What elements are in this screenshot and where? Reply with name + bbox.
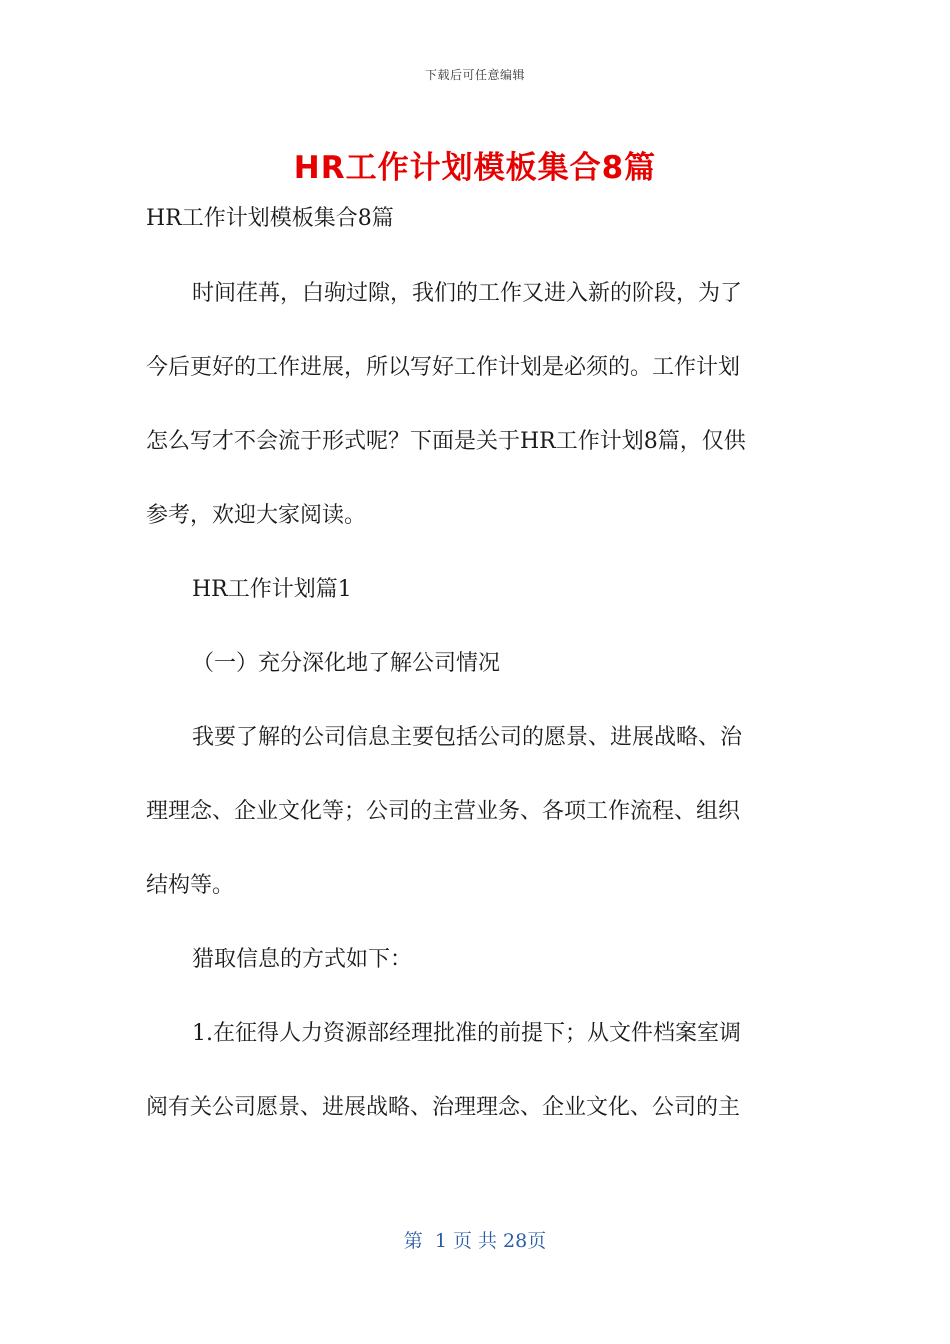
page-header-note: 下载后可任意编辑 xyxy=(424,68,525,82)
paragraph-line: 理理念、企业文化等；公司的主营业务、各项工作流程、组织 xyxy=(146,799,741,824)
paragraph-line: 今后更好的工作进展，所以写好工作计划是必须的。工作计划 xyxy=(146,355,741,380)
document-body xyxy=(146,200,806,1163)
paragraph-line: 时间荏苒，白驹过隙，我们的工作又进入新的阶段，为了 xyxy=(192,281,743,306)
page-number-footer: 第 1 页 共 28页 xyxy=(403,1230,547,1252)
subsection-heading: （一）充分深化地了解公司情况 xyxy=(192,651,501,676)
paragraph-line: 怎么写才不会流于形式呢？下面是关于HR工作计划8篇，仅供 xyxy=(146,429,746,454)
paragraph-line: 结构等。 xyxy=(146,873,235,898)
paragraph-line: 参考，欢迎大家阅读。 xyxy=(146,503,367,528)
paragraph-line: 猎取信息的方式如下： xyxy=(192,947,413,972)
document-title: HR工作计划模板集合8篇 xyxy=(293,150,657,186)
list-item: 1.在征得人力资源部经理批准的前提下；从文件档案室调 xyxy=(192,1021,741,1046)
section-heading: HR工作计划篇1 xyxy=(192,577,352,602)
paragraph-line: 阅有关公司愿景、进展战略、治理理念、企业文化、公司的主 xyxy=(146,1095,741,1120)
paragraph-line: 我要了解的公司信息主要包括公司的愿景、进展战略、治 xyxy=(192,725,743,750)
document-subtitle: HR工作计划模板集合8篇 xyxy=(146,206,394,231)
